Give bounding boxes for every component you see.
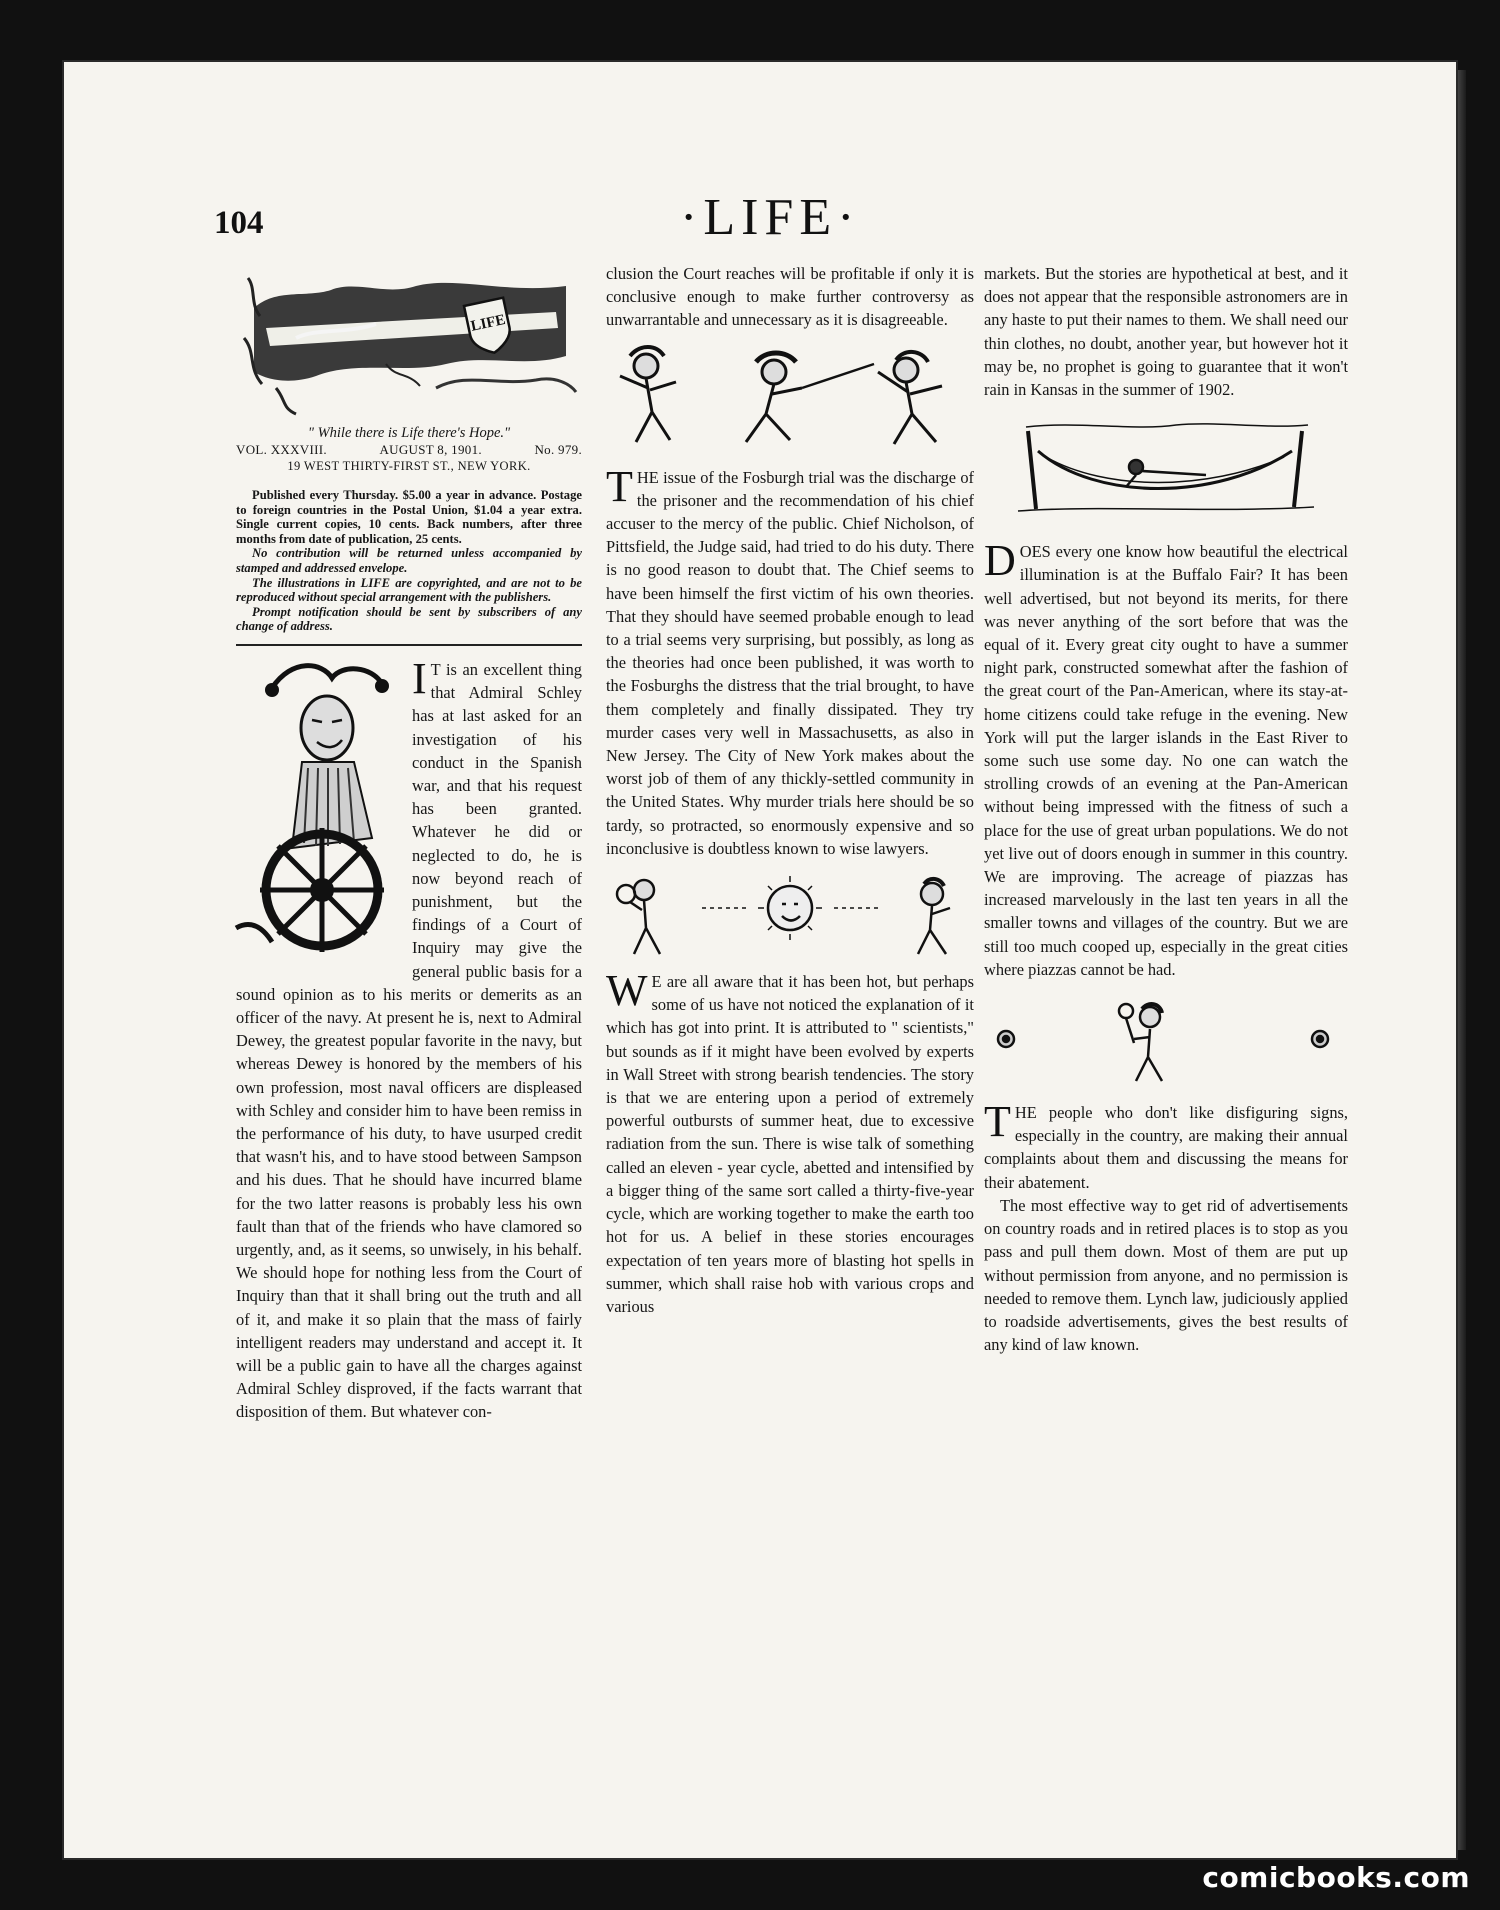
issue-date: AUGUST 8, 1901. [379,442,482,457]
section-divider [236,644,582,646]
subscription-notice: Published every Thursday. $5.00 a year in advance. Postage to foreign countries in the Postal Union, $1.04 a year extra. Single current copies, 10 cents. Back numbers, after three months from date of publication, 25 cents. [236,488,582,546]
life-banner-illustration [236,268,582,418]
column-3 [984,262,1348,1356]
sun-and-figures-illustration [606,868,974,960]
heat-article [606,966,974,1318]
page-number: 104 [214,205,264,241]
contribution-notice: No contribution will be returned unless accompanied by stamped and addressed envelope. [236,546,582,575]
heat-article-continuation: markets. But the stories are hypothetical at best, and it does not appear that the responsible astronomers are in any haste to put their names to them. We shall need our thin clothes, no doubt, another year, but however hot it may be, no prophet is going to guarantee that it won't rain in Kansas in the summer of 1902. [984,264,1348,400]
flower-figure-illustration [984,999,1348,1085]
signs-article-paragraph-2: The most effective way to get rid of advertisements on country roads and in retired places is to stop as you pass and pull them down. Most of them are put up without permission from anyone, and no permission is needed to remove them. Lynch law, judiciously applied to roadside advertisements, gives the best results of any kind of law known. [984,1195,1348,1355]
signs-drop-cap: T [984,1097,1011,1147]
schley-article-continuation: clusion the Court reaches will be profitable if only it is conclusive enough to make further controversy as unwarrantable and unnecessary as it is disagreeable. [606,264,974,330]
jester-at-helm-illustration [232,658,402,958]
sword-duel-illustration [606,342,974,452]
hammock-illustration [1016,421,1316,516]
fair-article-text: OES every one know how beautiful the electrical illumination is at the Buffalo Fair? It has been well advertised, but not beyond its merits, for there was never anything of the sort before that was the equal of it. Every great city ought to have a summer night park, constructed somewhat after the fashion of the great court of the Pan-American, where its stay-at-home citizens could take refuge in the evening. New York will put the larger islands in the East River to some such use some day. No one can watch the strolling crowds of an evening at the Pan-American without being impressed with the fitness of such a place for the use of great urban populations. We do not yet live out of doors enough in summer in this country. We are improving. The acreage of piazzas has increased marvelously in the last ten years in all the smaller towns and villages of the country. But we are still too much cooped up, especially in the great cities where piazzas cannot be had. [984,542,1348,979]
volume-number: VOL. XXXVIII. [236,442,327,457]
issue-number: No. 979. [534,442,582,457]
column-2 [606,262,974,1318]
svg-text:LIFE: LIFE [469,311,507,335]
address-change-notice: Prompt notification should be sent by subscribers of any change of address. [236,604,582,634]
copyright-notice: The illustrations in LIFE are copyrighted, and are not to be reproduced without special arrangement with the publishers. [236,575,582,605]
masthead-title: ·LIFE· [680,189,861,246]
watermark: comicbooks.com [1202,1861,1470,1894]
signs-article [984,1097,1348,1194]
schley-article-text: T is an excellent thing that Admiral Schley has at last asked for an investigation of his conduct in the Spanish war, and that his request has been granted. Whatever he did or neglected to do, he is now beyond reach of punishment, but the findings of a Court of Inquiry may give the general public basis for a sound opinion as to his merits or demerits as an officer of the navy. At present he is, next to Admiral Dewey, the greatest popular favorite in the navy, but whereas Dewey is honored by the members of his own profession, most naval officers are displeased with Schley and consider him to have been remiss in the performance of his duty, to have usurped credit that wasn't his, and to have stood between Sampson and his dues. That he should have incurred blame for the two latter reasons is probably less his own fault than that of the friends who have clamored so urgently, and, as it seems, so unwisely, in his behalf. We should hope for nothing less from the Court of Inquiry than that it shall bring out the truth and all of it, and make it so plain that the mass of fairly intelligent readers may understand and accept it. It will be a public gain to have all the charges against Admiral Schley disproved, if the facts warrant that disposition of them. But whatever con- [236,659,582,1422]
signs-article-text: HE people who don't like disfiguring signs, especially in the country, are making their annual complaints about them and discussing the means for their abatement. [984,1103,1348,1192]
column-1 [236,268,582,1424]
motto: " While there is Life there's Hope." [307,425,511,441]
schley-drop-cap: I [412,653,427,703]
volume-line [236,442,582,458]
fair-drop-cap: D [984,536,1016,586]
fosburgh-article-text: HE issue of the Fosburgh trial was the discharge of the prisoner and the recommendation of his chief accuser to the mercy of the public. Chief Nicholson, of Pittsfield, the Judge said, had tried to do his duty. There is no good reason to doubt that. The Chief seems to have been himself the first victim of his own theories. That they should have seemed probable enough to lead to a trial seems very surprising, but possibly, as long as the theories had once been published, it was worth to the Fosburghs the distress that the trial brought, to have them completely and finally dissipated. They try murder cases very well in Massachusetts, as also in New Jersey. The City of New York makes about the worst job of them of any thickly-settled community in the United States. Why murder trials here should be so tardy, so protracted, so enormously expensive and so inconclusive is doubtless known to wise lawyers. [606,467,974,858]
fosburgh-drop-cap: T [606,461,633,511]
fair-article [984,536,1348,981]
publisher-address: 19 WEST THIRTY-FIRST ST., NEW YORK. [287,459,531,473]
fosburgh-article [606,461,974,860]
heat-drop-cap: W [606,966,648,1016]
heat-article-text: E are all aware that it has been hot, but perhaps some of us have not noticed the explanation of it which has got into print. It is attributed to " scientists," but sounds as if it might have been evolved by experts in Wall Street with strong bearish tendencies. The story is that we are entering upon a period of extremely powerful outbursts of summer heat, due to excessive radiation from the sun. There is wise talk of something called an eleven - year cycle, abetted and intensified by a bigger thing of the same sort called a thirty-five-year cycle, which are working together to make the earth too hot for us. A belief in these stories encourages expectation of ten years more of blasting hot spells in summer, which shall raise hob with various crops and various [606,972,974,1316]
